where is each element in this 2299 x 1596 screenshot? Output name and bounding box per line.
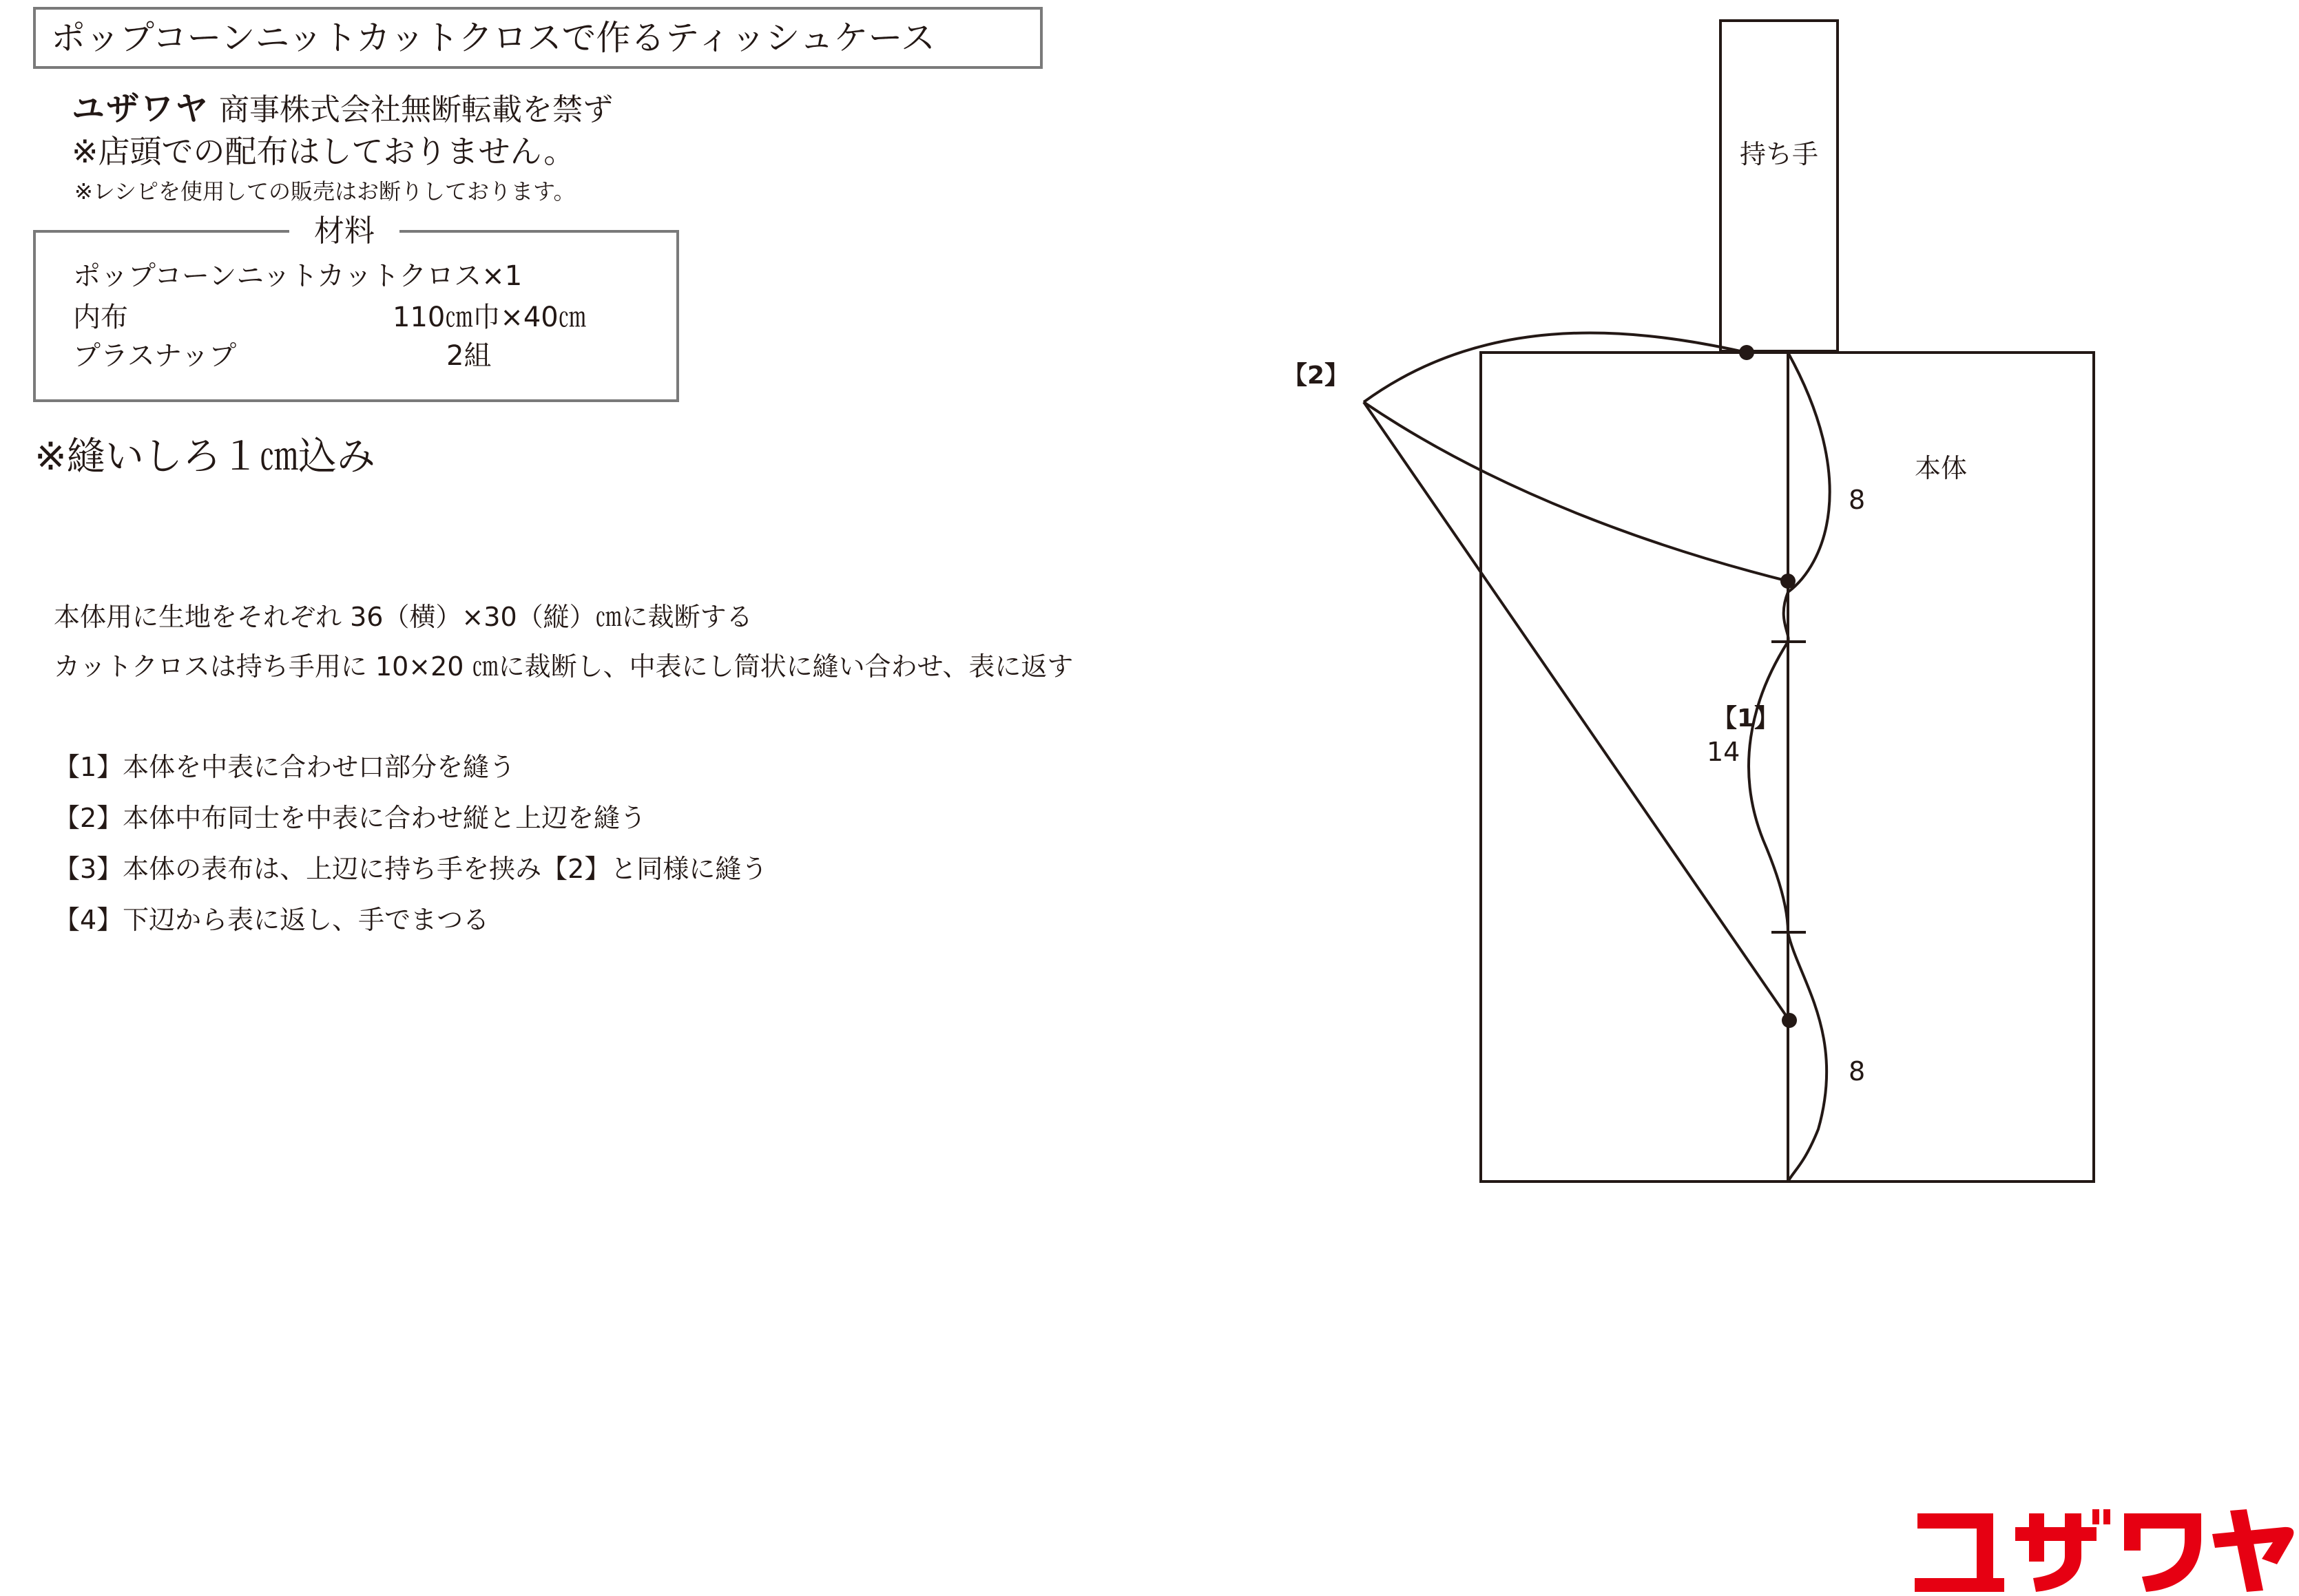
dimension-bottom: 8: [1849, 1056, 1866, 1086]
instruction-cut-body: 本体用に生地をそれぞれ 36（横）×30（縦）㎝に裁断する: [54, 602, 753, 632]
brand-logo-large: [1912, 1508, 2298, 1593]
material-name: ポップコーンニットカットクロス×1: [73, 260, 523, 292]
instruction-step: 【1】本体を中表に合わせ口部分を縫う: [54, 752, 516, 782]
material-qty: 2組: [446, 340, 492, 372]
sew-point: [1739, 345, 1754, 360]
store-notice: ※店頭での配布はしておりません。: [72, 133, 576, 170]
material-qty: 110㎝巾×40㎝: [393, 302, 586, 333]
instruction-cut-handle: カットクロスは持ち手用に 10×20 ㎝に裁断し、中表にし筒状に縫い合わせ、表に返す: [54, 651, 1074, 682]
materials-heading: 材料: [289, 212, 399, 251]
copyright-text: 商事株式会社無断転載を禁ず: [219, 92, 614, 127]
brand-logo-small: ユザワヤ: [72, 90, 210, 128]
step1-label: 【1】: [1712, 704, 1780, 733]
page-title: ポップコーンニットカットクロスで作るティッシュケース: [33, 7, 1043, 69]
sew-point: [1782, 1013, 1797, 1028]
handle-rect: [1720, 21, 1838, 351]
body-label: 本体: [1915, 453, 1968, 483]
leader-line-mid: [1364, 402, 1788, 581]
logo-char-yu: [1915, 1513, 2004, 1592]
instruction-step: 【2】本体中布同士を中表に合わせ縦と上辺を縫う: [54, 803, 647, 833]
logo-char-wa: [2124, 1513, 2201, 1592]
logo-char-za: [2015, 1509, 2110, 1592]
dimension-middle: 14: [1707, 737, 1740, 767]
material-name: 内布: [73, 302, 128, 333]
seam-allowance-note: ※縫いしろ１㎝込み: [34, 434, 375, 479]
instruction-step: 【4】下辺から表に返し、手でまつる: [54, 905, 490, 935]
sales-notice: ※レシピを使用しての販売はお断りしております。: [74, 178, 576, 204]
sew-point: [1780, 574, 1796, 589]
leader-line-top: [1364, 333, 1747, 402]
instruction-step: 【3】本体の表布は、上辺に持ち手を挟み【2】と同様に縫う: [54, 854, 768, 884]
dimension-top: 8: [1849, 485, 1866, 515]
logo-char-ya: [2212, 1509, 2293, 1592]
step2-label: 【2】: [1282, 361, 1350, 390]
handle-label: 持ち手: [1740, 139, 1819, 169]
material-name: プラスナップ: [73, 340, 237, 372]
